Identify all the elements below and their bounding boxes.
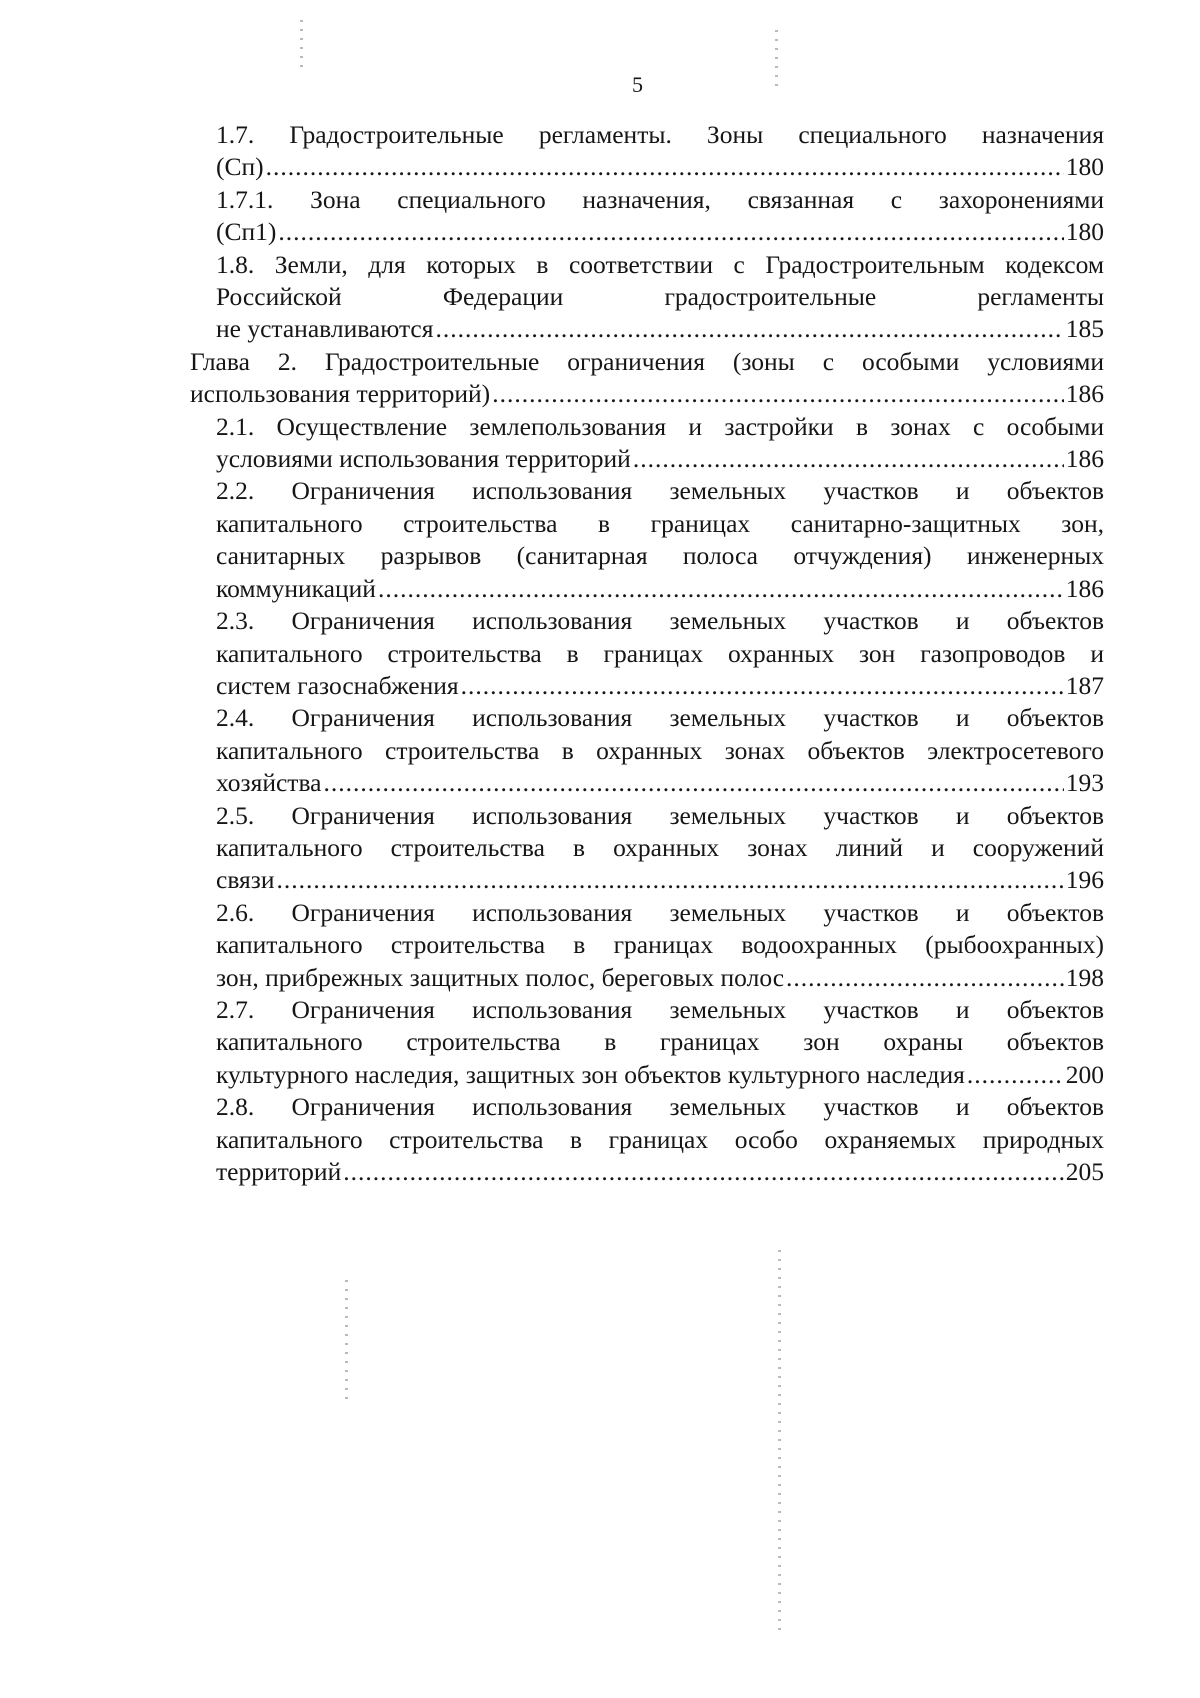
toc-entry-tail: использования территорий) xyxy=(190,379,491,409)
toc-entry-last-line xyxy=(216,573,1104,605)
toc-entry-title-line: капитального строительства в охранных зонах линий и сооружений xyxy=(216,832,1104,862)
scan-artifact xyxy=(775,30,778,90)
toc-entry-title-line: санитарных разрывов (санитарная полоса отчуждения) инженерных xyxy=(216,541,1104,571)
toc-entry-last-line xyxy=(216,313,1104,345)
page-number: 5 xyxy=(632,72,643,97)
toc-entry-title xyxy=(216,184,1104,216)
toc-entry-last-line xyxy=(216,443,1104,475)
toc-dot-leader xyxy=(633,443,1064,475)
toc-entry-title-line: 2.2. Ограничения использования земельных участков и объектов xyxy=(216,476,1104,506)
toc-dot-leader xyxy=(343,1156,1064,1188)
toc-entry-last-line xyxy=(216,864,1104,896)
toc-section-entry[interactable] xyxy=(216,249,1104,346)
toc-section-entry[interactable] xyxy=(216,994,1104,1091)
toc-section-entry[interactable] xyxy=(216,897,1104,994)
toc-page-number[interactable]: 187 xyxy=(1065,670,1104,700)
toc-dot-leader xyxy=(967,1059,1064,1091)
toc-entry-title xyxy=(216,249,1104,314)
toc-dot-leader xyxy=(492,378,1064,410)
toc-entry-tail: территорий xyxy=(216,1157,342,1186)
toc-entry-title-line: капитального строительства в охранных зонах объектов электросетевого xyxy=(216,735,1104,765)
toc-entry-title xyxy=(216,702,1104,767)
toc-dot-leader xyxy=(435,313,1063,345)
toc-entry-title xyxy=(216,411,1104,443)
toc-entry-title xyxy=(190,346,1104,378)
toc-page-number[interactable]: 200 xyxy=(1065,1059,1104,1089)
toc-entry-title-line: капитального строительства в границах особо охраняемых природных xyxy=(216,1124,1104,1154)
toc-entry-title-line: 2.7. Ограничения использования земельных участков и объектов xyxy=(216,994,1104,1024)
toc-entry-title-line: капитального строительства в границах водоохранных (рыбоохранных) xyxy=(216,930,1104,960)
toc-section-entry[interactable] xyxy=(216,119,1104,184)
toc-entry-title-line: капитального строительства в границах зон охраны объектов xyxy=(216,1027,1104,1057)
toc-page-number[interactable]: 196 xyxy=(1065,865,1104,895)
toc-entry-title-line: 2.6. Ограничения использования земельных участков и объектов xyxy=(216,897,1104,927)
toc-entry-tail: зон, прибрежных защитных полос, береговых полос xyxy=(216,962,785,992)
toc-page-number[interactable]: 193 xyxy=(1065,768,1104,798)
toc-section-entry[interactable] xyxy=(216,475,1104,605)
toc-entry-tail: культурного наследия, защитных зон объектов культурного наследия xyxy=(216,1059,965,1089)
toc-section-entry[interactable] xyxy=(216,411,1104,476)
toc-entry-title-line: капитального строительства в границах санитарно-защитных зон, xyxy=(216,508,1104,538)
toc-entry-tail: не устанавливаются xyxy=(216,314,434,344)
toc-entry-title-line: 2.3. Ограничения использования земельных участков и объектов xyxy=(216,606,1104,636)
toc-dot-leader xyxy=(786,962,1064,994)
toc-entry-title-line: 2.1. Осуществление землепользования и застройки в зонах с особыми xyxy=(216,411,1104,441)
toc-page-number[interactable]: 186 xyxy=(1065,573,1104,603)
toc-entry-title-line: Российской Федерации градостроительные регламенты xyxy=(216,282,1104,312)
toc-entry-last-line xyxy=(216,767,1104,799)
toc-section-entry[interactable] xyxy=(216,1091,1104,1188)
toc-entry-title xyxy=(216,994,1104,1059)
toc-entry-tail: хозяйства xyxy=(216,768,322,798)
toc-dot-leader xyxy=(276,864,1063,896)
toc-entry-title xyxy=(216,1091,1104,1156)
scan-artifact xyxy=(345,1280,348,1400)
toc-entry-last-line xyxy=(216,216,1104,248)
toc-dot-leader xyxy=(323,767,1063,799)
toc-page-number[interactable]: 180 xyxy=(1065,152,1104,182)
toc-section-entry[interactable] xyxy=(216,184,1104,249)
toc-entry-title xyxy=(216,800,1104,865)
toc-dot-leader xyxy=(461,670,1064,702)
toc-page-number[interactable]: 185 xyxy=(1065,314,1104,344)
toc-entry-title xyxy=(216,605,1104,670)
toc-entry-last-line xyxy=(190,378,1104,410)
toc-entry-tail: связи xyxy=(216,865,275,895)
toc-page-number[interactable]: 186 xyxy=(1065,379,1104,409)
toc-dot-leader xyxy=(378,573,1064,605)
toc-entry-tail: условиями использования территорий xyxy=(216,444,631,474)
toc-entry-title xyxy=(216,475,1104,572)
toc-entry-tail: систем газоснабжения xyxy=(216,670,459,700)
table-of-contents xyxy=(0,119,1200,1188)
toc-entry-title xyxy=(216,119,1104,151)
toc-entry-title-line: Глава 2. Градостроительные ограничения (зоны с особыми условиями xyxy=(190,346,1104,376)
toc-page-number[interactable]: 205 xyxy=(1065,1157,1104,1186)
toc-entry-last-line xyxy=(216,962,1104,994)
toc-page-number[interactable]: 198 xyxy=(1065,962,1104,992)
toc-entry-title-line: 1.7.1. Зона специального назначения, связанная с захоронениями xyxy=(216,184,1104,214)
toc-chapter-entry[interactable] xyxy=(190,346,1104,411)
toc-section-entry[interactable] xyxy=(216,702,1104,799)
toc-entry-title xyxy=(216,897,1104,962)
toc-entry-tail: (Сп1) xyxy=(216,217,277,247)
toc-dot-leader xyxy=(266,151,1064,183)
toc-section-entry[interactable] xyxy=(216,800,1104,897)
toc-entry-last-line xyxy=(216,1059,1104,1091)
toc-entry-title-line: 2.8. Ограничения использования земельных участков и объектов xyxy=(216,1092,1104,1122)
toc-entry-title-line: 1.8. Земли, для которых в соответствии с Градостроительным кодексом xyxy=(216,249,1104,279)
toc-page-number[interactable]: 180 xyxy=(1065,217,1104,247)
toc-entry-title-line: капитального строительства в границах охранных зон газопроводов и xyxy=(216,638,1104,668)
toc-entry-title-line: 2.5. Ограничения использования земельных участков и объектов xyxy=(216,800,1104,830)
scan-artifact xyxy=(300,20,303,70)
toc-entry-last-line xyxy=(216,151,1104,183)
toc-entry-tail: коммуникаций xyxy=(216,573,376,603)
scan-artifact xyxy=(778,1250,781,1630)
toc-section-entry[interactable] xyxy=(216,605,1104,702)
toc-page-number[interactable]: 186 xyxy=(1065,444,1104,474)
toc-entry-last-line xyxy=(216,1156,1104,1188)
toc-entry-title-line: 1.7. Градостроительные регламенты. Зоны специального назначения xyxy=(216,120,1104,149)
toc-entry-title-line: 2.4. Ограничения использования земельных участков и объектов xyxy=(216,703,1104,733)
toc-entry-tail: (Сп) xyxy=(216,152,264,182)
toc-dot-leader xyxy=(278,216,1063,248)
toc-entry-last-line xyxy=(216,670,1104,702)
